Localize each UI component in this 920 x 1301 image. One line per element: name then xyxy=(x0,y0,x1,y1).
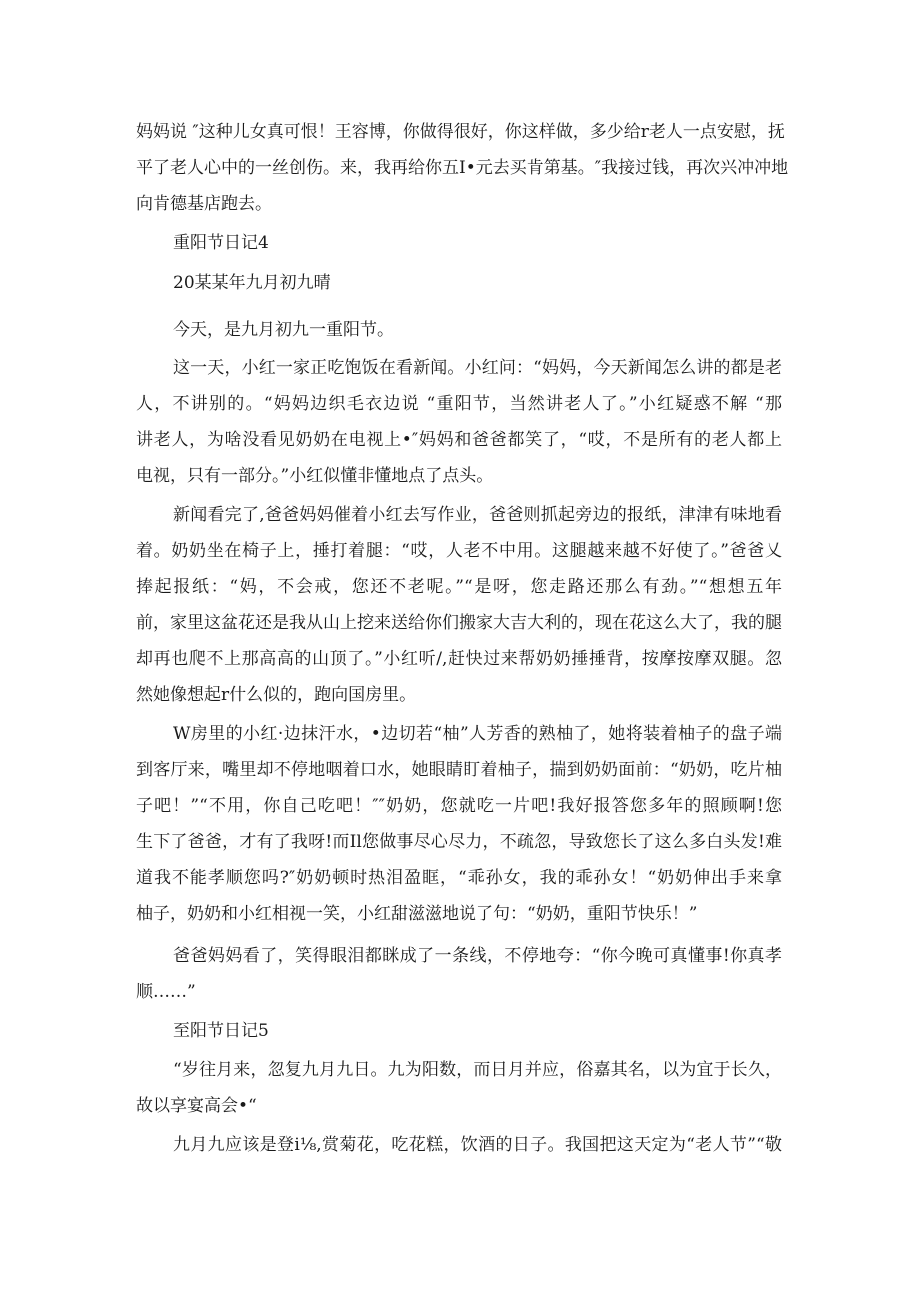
paragraph-line: 柚子，奶奶和小红相视一笑，小红甜滋滋地说了句：“奶奶，重阳节快乐！” xyxy=(136,904,698,924)
paragraph-line: 却再也爬不上那高高的山顶了。”小红听/,赶快过来帮奶奶捶捶背，按摩按摩双腿。忽 xyxy=(136,649,782,669)
paragraph-line: 今天，是九月初九一重阳节。 xyxy=(173,320,394,340)
paragraph-line: 故以享宴高会•“ xyxy=(136,1096,257,1116)
paragraph-line: 向肯德基店跑去。 xyxy=(136,194,272,214)
paragraph-line: 九月九应该是登i⅛,赏菊花，吃花糕，饮酒的日子。我国把这天定为“老人节”“敬 xyxy=(173,1135,782,1155)
paragraph-line: 捧起报纸：“妈，不会戒，您还不老呢。”“是呀，您走路还那么有劲。”“想想五年 xyxy=(136,577,782,597)
paragraph-line: W房里的小红·边抹汗水，•边切若“柚”人芳香的熟柚了，她将装着柚子的盘子端 xyxy=(173,724,782,744)
paragraph-line: 平了老人心中的一丝创伤。来，我再给你五I•元去买肯第基。″我接过钱，再次兴冲冲地 xyxy=(136,158,789,178)
paragraph-line: 生下了爸爸，才有了我呀!而Il您做事尽心尽力，不疏忽，导致您长了这么多白头发!难 xyxy=(136,832,782,852)
paragraph-line: 爸爸妈妈看了，笑得眼泪都眯成了一条线，不停地夸：“你今晚可真懂事!你真孝 xyxy=(173,946,782,966)
section-heading: 至阳节日记5 xyxy=(173,1021,269,1041)
paragraph-line: 妈妈说 ″这种儿女真可恨！王容博，你做得很好，你这样做，多少给r老人一点安慰，抚 xyxy=(136,122,785,142)
paragraph-line: 子吧！”“不用，你自己吃吧！″″奶奶，您就吃一片吧!我好报答您多年的照顾啊!您 xyxy=(136,796,782,816)
paragraph-line: 道我不能孝顺您吗?″奶奶顿时热泪盈眶，“乖孙女，我的乖孙女！“奶奶伸出手来拿 xyxy=(136,868,782,888)
paragraph-line: 人，不讲别的。“妈妈边织毛衣边说 “重阳节，当然讲老人了。”小红疑惑不解 “那 xyxy=(136,394,782,414)
diary-date: 20某某年九月初九晴 xyxy=(173,273,331,293)
paragraph-line: 着。奶奶坐在椅子上，捶打着腿：“哎，人老不中用。这腿越来越不好使了。”爸爸乂 xyxy=(136,541,782,561)
section-heading: 重阳节日记4 xyxy=(173,233,269,253)
paragraph-line: 新闻看完了,爸爸妈妈催着小红去写作业，爸爸则抓起旁边的报纸，津津有味地看 xyxy=(173,505,782,525)
paragraph-line: 这一天，小红一家正吃饱饭在看新闻。小红问：“妈妈，今天新闻怎么讲的都是老 xyxy=(173,358,782,378)
paragraph-line: 顺……” xyxy=(136,982,196,1002)
paragraph-line: 讲老人，为啥没看见奶奶在电视上•″妈妈和爸爸都笑了，“哎，不是所有的老人都上 xyxy=(136,430,782,450)
paragraph-line: 电视，只有一部分。”小红似懂非懂地点了点头。 xyxy=(136,466,494,486)
paragraph-line: “岁往月来，忽复九月九日。九为阳数，而日月并应，俗嘉其名，以为宜于长久， xyxy=(173,1060,782,1080)
paragraph-line: 前，家里这盆花还是我从山上挖来送给你们搬家大吉大利的，现在花这么大了，我的腿 xyxy=(136,613,782,633)
paragraph-line: 然她像想起r什么似的，跑向国房里。 xyxy=(136,685,417,705)
paragraph-line: 到客厅来，嘴里却不停地咽着口水，她眼睛盯着柚子，揣到奶奶面前：“奶奶，吃片柚 xyxy=(136,760,782,780)
